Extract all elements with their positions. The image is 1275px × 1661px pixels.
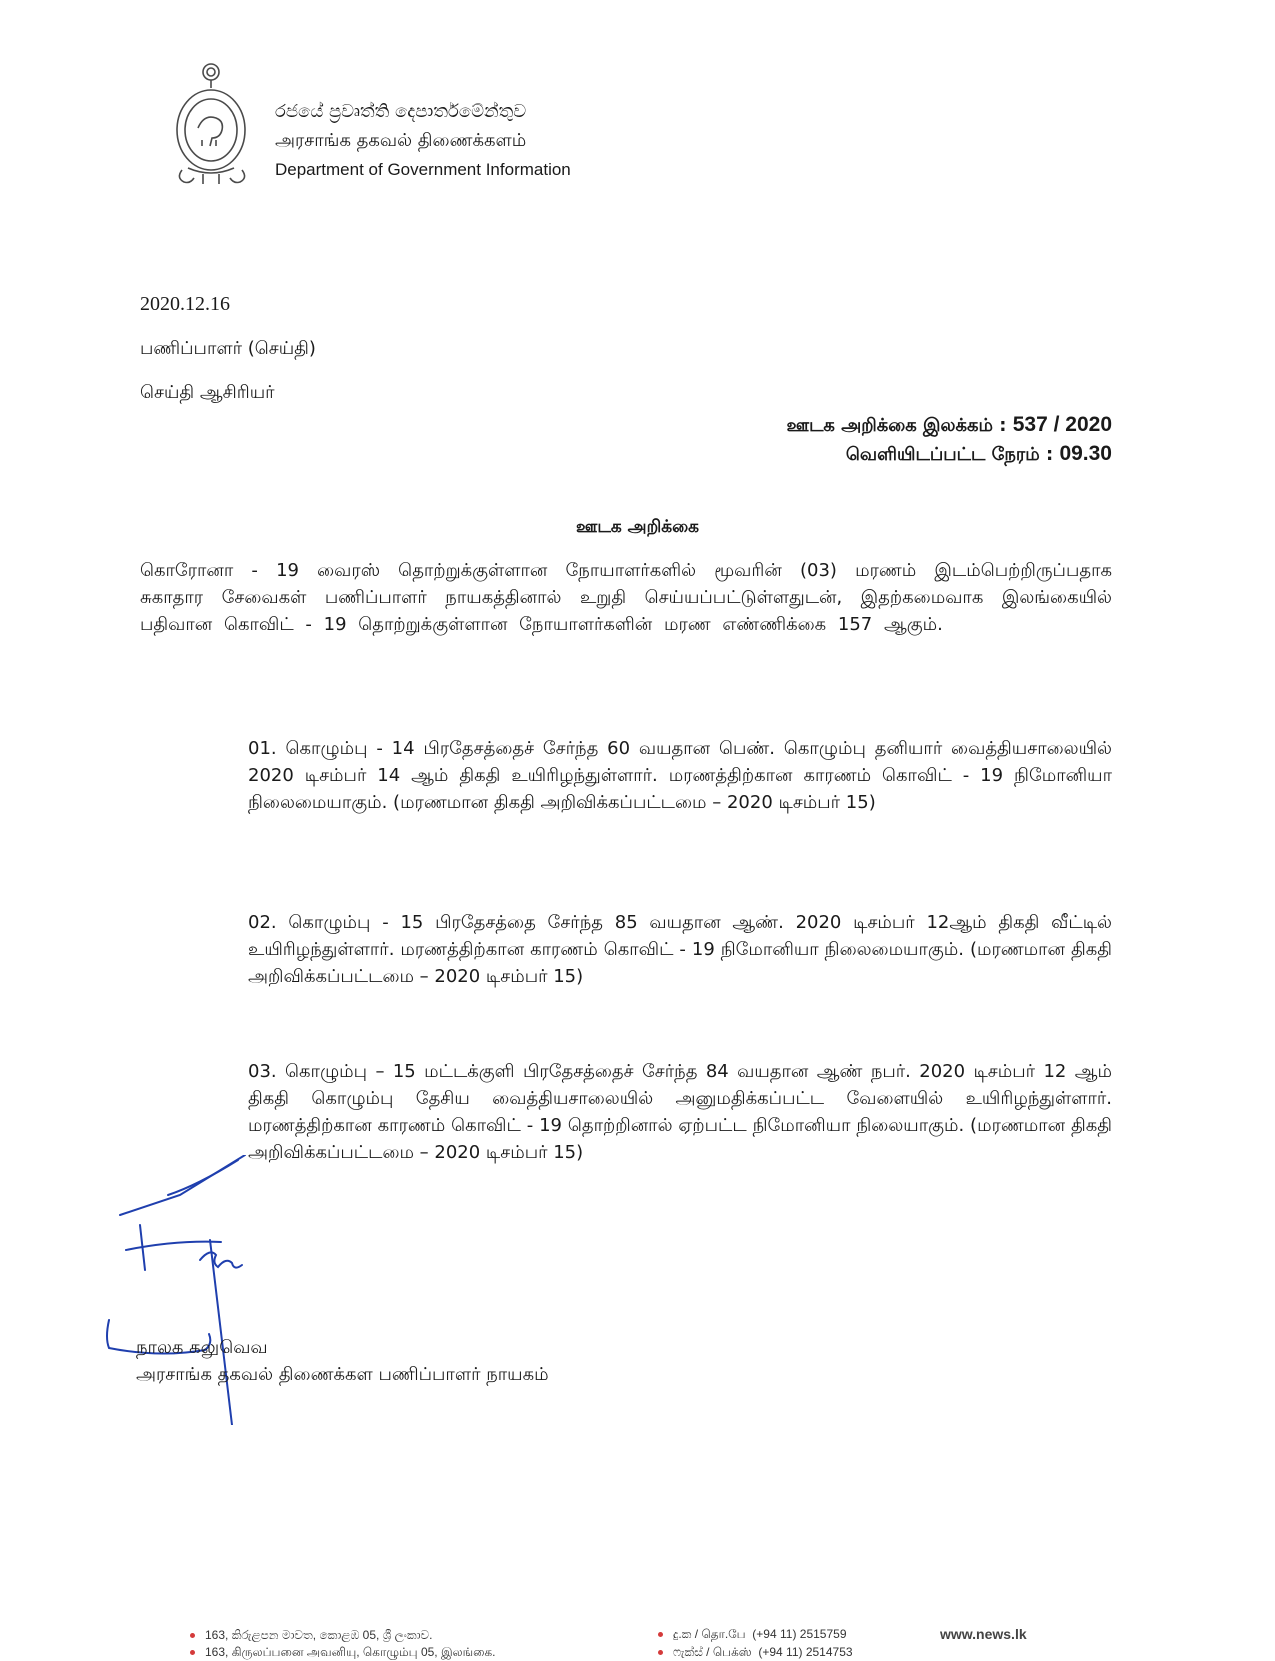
bullet-icon [190,1650,195,1655]
sri-lanka-emblem-icon [168,58,254,186]
bullet-icon [658,1650,663,1655]
org-name-english: Department of Government Information [275,160,571,179]
list-item: 01. கொழும்பு - 14 பிரதேசத்தைச் சேர்ந்த 60 வயதான பெண். கொழும்பு தனியார் வைத்தியசாலையில் 2020 டிசம்பர் 14 ஆம் திகதி உயிரிழந்துள்ளார். மரணத்திற்கான காரணம் கொவிட் - 19 நிமோனியா நிலைமையாகும். (மரணமான திகதி அறிவிக்கப்பட்டமை – 2020 டிசம்பர் 15) [248,738,1112,813]
list-item: 02. கொழும்பு - 15 பிரதேசத்தை சேர்ந்த 85 வயதான ஆண். 2020 டிசம்பர் 12ஆம் திகதி வீட்டில் உயிரிழந்துள்ளார். மரணத்திற்கான காரணம் கொவிட் - 19 நிமோனியா நிலைமையாகும். (மரணமான திகதி அறிவிக்கப்பட்டமை – 2020 டிசம்பர் 15) [248,912,1112,987]
release-time [846,442,1112,467]
release-time-label: வெளியிடப்பட்ட நேரம் : [845,444,1054,465]
footer-telephone: දු.ක / தொ.பே (+94 11) 2515759 [658,1627,847,1643]
org-name-tamil: அரசாங்க தகவல் திணைக்களம் [275,130,527,151]
letter-date: 2020.12.16 [140,293,230,315]
bullet-icon [190,1633,195,1638]
recipient-line-2: செய்தி ஆசிரியர் [140,382,275,403]
release-number-label: ஊடக அறிக்கை இலக்கம் : [786,415,1007,436]
signatory-title: அரசாங்க தகவல் திணைக்கள பணிப்பாளர் நாயகம் [136,1364,549,1385]
intro-paragraph: கொரோனா - 19 வைரஸ் தொற்றுக்குள்ளான நோயாளர்களில் மூவரின் (03) மரணம் இடம்பெற்றிருப்பதாக சுகாதார சேவைகள் பணிப்பாளர் நாயகத்தினால் உறுதி செய்யப்பட்டுள்ளதுடன், இதற்கமைவாக இலங்கையில் பதிவான கொவிட் - 19 தொற்றுக்குள்ளான நோயாளர்களின் மரண எண்ணிக்கை 157 ஆகும். [140,560,1112,635]
footer-address-sinhala: 163, කිරුළපන මාවත, කොළඹ 05, ශ්‍රී ලංකාව. [190,1628,432,1643]
org-name-sinhala: රජයේ ප්‍රවෘත්ති දෙපාර්තමේන්තුව [275,101,527,122]
release-time-value: 09.30 [1059,442,1112,465]
release-number [786,413,1112,438]
release-number-value: 537 / 2020 [1012,413,1112,436]
signatory-name: நாலக கலுவெவ [136,1337,268,1358]
list-item: 03. கொழும்பு – 15 மட்டக்குளி பிரதேசத்தைச் சேர்ந்த 84 வயதான ஆண் நபர். 2020 டிசம்பர் 12 ஆம் திகதி கொழும்பு தேசிய வைத்தியசாலையில் அனுமதிக்கப்பட்ட வேளையில் உயிரிழந்துள்ளார். மரணத்திற்கான காரணம் கொவிட் - 19 தொற்றினால் ஏற்பட்ட நிமோனியா நிலையாகும். (மரணமான திகதி அறிவிக்கப்பட்டமை – 2020 டிசம்பர் 15) [248,1061,1112,1163]
bullet-icon [658,1632,663,1637]
footer-website-link[interactable]: www.news.lk [940,1626,1027,1642]
document-heading: ஊடக அறிக்கை [575,517,700,537]
footer-fax: ෆැක්ස් / பெக்ஸ் (+94 11) 2514753 [658,1645,853,1661]
recipient-line-1: பணிப்பாளர் (செய்தி) [140,338,316,359]
footer-address-tamil: 163, கிருலப்பனை அவனியு, கொழும்பு 05, இலங்கை. [190,1645,495,1661]
